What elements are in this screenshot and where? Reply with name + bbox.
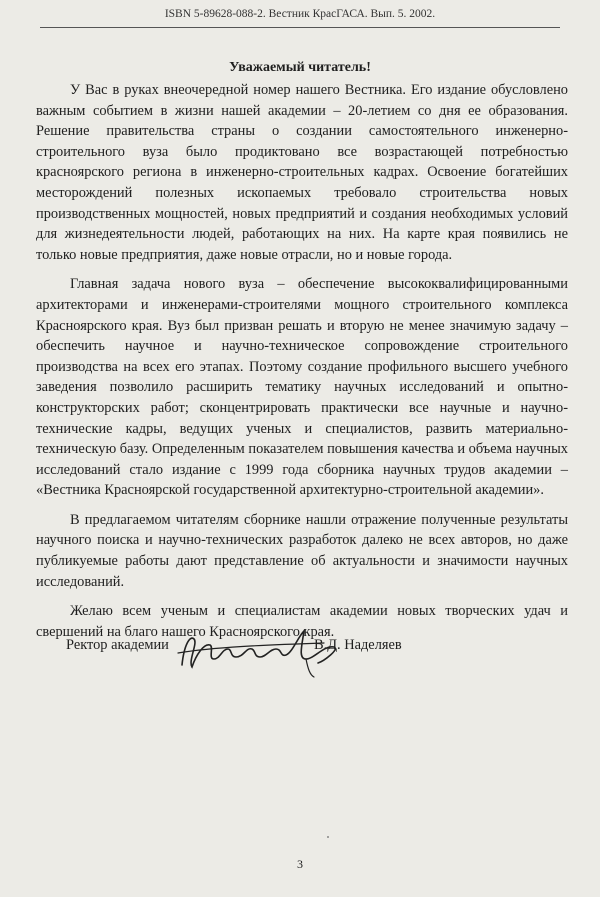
dust-speck: [327, 836, 329, 838]
paragraph-4: Желаю всем ученым и специалистам академии новых творческих удач и свершений на благо нашего Красноярского края.: [36, 603, 568, 640]
paragraph-3: В предлагаемом читателям сборнике нашли отражение полученные результаты научного поиска и научно-технических разработок далеко не всех авторов, но даже публикуемые работы дают представление об актуальности и значимости научных исследований.: [36, 511, 568, 590]
signature-role: Ректор академии: [66, 637, 169, 653]
signature-block: [66, 625, 546, 685]
running-header: ISBN 5-89628-088-2. Вестник КрасГАСА. Вып. 5. 2002.: [164, 8, 436, 20]
letter-body: [36, 80, 568, 651]
page-title: Уважаемый читатель!: [229, 60, 371, 75]
signature-name: В.Д. Наделяев: [314, 637, 402, 653]
header-rule: [40, 27, 560, 28]
page-number: 3: [297, 857, 303, 871]
paragraph-1: У Вас в руках внеочередной номер нашего Вестника. Его издание обусловлено важным событием в жизни нашей академии – 20-летием со дня ее образования. Решение правительства страны о создании самостоятельного инженерно-строительного вуза было продиктовано все возрастающей потребностью красноярского региона в инженерно-строительных кадрах. Освоение богатейших месторождений полезных ископаемых требовало строительства новых производственных мощностей, новых предприятий и создания необходимых условий для жизнедеятельности людей, работающих на них. На карте края появились не только новые предприятия, даже новые отрасли, но и новые города.: [36, 82, 568, 263]
paragraph-2: Главная задача нового вуза – обеспечение высококвалифицированными архитекторами и инженерами-строителями мощного строительного комплекса Красноярского края. Вуз был призван решать и вторую не менее значимую задачу – обеспечить научное и научно-техническое сопровождение строительного производства на всех его этапах. Поэтому создание профильного высшего учебного заведения позволило расширить тематику научных исследований и опытно-конструкторских работ; сконцентрировать практически все научные и научно-технические кадры, ведущих ученых и специалистов, развить материально-техническую базу. Определенным показателем повышения качества и объема научных исследований стало издание с 1999 года сборника научных трудов академии – «Вестника Красноярской государственной архитектурно-строительной академии».: [36, 276, 568, 499]
